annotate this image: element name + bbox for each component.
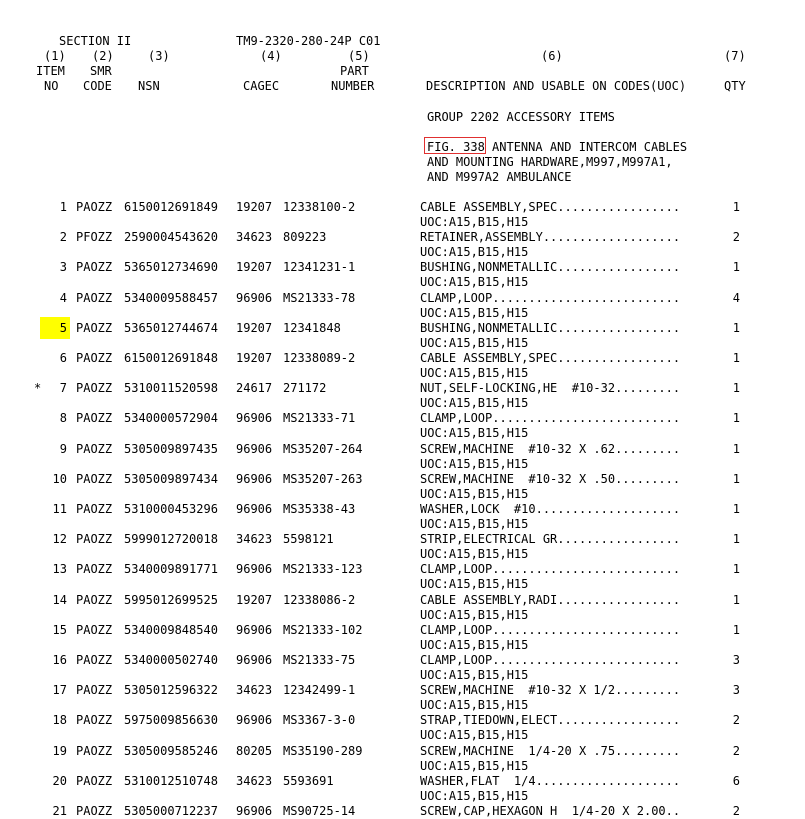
usable-on-codes: UOC:A15,B15,H15 [420,426,529,440]
cage-code: 96906 [236,502,273,516]
cage-code: 34623 [236,230,273,244]
nsn: 6150012691849 [124,200,218,214]
smr-code: PAOZZ [76,562,113,576]
cage-code: 96906 [236,291,273,305]
part-number-label: NUMBER [331,79,375,93]
nsn: 5305009897434 [124,472,218,486]
smr-code: PAOZZ [76,321,113,335]
item-number: 17 [52,683,67,697]
nsn: 5975009856630 [124,713,218,727]
part-number: 12338086-2 [283,593,356,607]
part-number: 12341231-1 [283,260,356,274]
description: CLAMP,LOOP.......................... [420,411,681,425]
quantity: 1 [732,502,740,516]
quantity: 1 [732,381,740,395]
part-number: MS21333-71 [283,411,356,425]
cage-code: 19207 [236,260,273,274]
usable-on-codes: UOC:A15,B15,H15 [420,245,529,259]
part-number: MS90725-14 [283,804,356,818]
item-label: ITEM [36,64,65,78]
description: CLAMP,LOOP.......................... [420,562,681,576]
cage-code: 96906 [236,623,273,637]
item-number: 2 [59,230,67,244]
col-num-4: (4) [260,49,282,63]
description: CABLE ASSEMBLY,SPEC................. [420,351,681,365]
nsn: 5305009585246 [124,744,218,758]
description: CABLE ASSEMBLY,SPEC................. [420,200,681,214]
item-number: 21 [52,804,67,818]
item-number: 6 [59,351,67,365]
smr-code: PAOZZ [76,774,113,788]
col-num-2: (2) [92,49,114,63]
part-number: MS21333-102 [283,623,363,637]
cage-code: 96906 [236,411,273,425]
smr-code: PAOZZ [76,472,113,486]
nsn: 5305009897435 [124,442,218,456]
cage-code: 96906 [236,653,273,667]
smr-code: PAOZZ [76,653,113,667]
quantity: 1 [732,532,740,546]
smr-code: PAOZZ [76,502,113,516]
cage-code: 19207 [236,593,273,607]
figure-caption-line-1 [427,140,687,155]
col-num-1: (1) [44,49,66,63]
usable-on-codes: UOC:A15,B15,H15 [420,577,529,591]
description-label: DESCRIPTION AND USABLE ON CODES(UOC) [426,79,687,93]
nsn: 5995012699525 [124,593,218,607]
description: STRIP,ELECTRICAL GR................. [420,532,681,546]
qty-label: QTY [724,79,746,93]
quantity: 4 [732,291,740,305]
item-number: 13 [52,562,67,576]
description: SCREW,MACHINE 1/4-20 X .75......... [420,744,681,758]
figure-caption-line-2: AND MOUNTING HARDWARE,M997,M997A1, [427,155,673,169]
cage-code: 34623 [236,683,273,697]
cage-code: 34623 [236,774,273,788]
description: SCREW,MACHINE #10-32 X 1/2......... [420,683,681,697]
part-number: MS35338-43 [283,502,356,516]
nsn: 2590004543620 [124,230,218,244]
quantity: 1 [732,442,740,456]
item-number: 18 [52,713,67,727]
row-marker: * [34,381,42,395]
figure-number: FIG. 338 [427,140,485,154]
section-label: SECTION II [59,34,132,48]
item-number: 4 [59,291,67,305]
nsn: 5340000572904 [124,411,218,425]
item-number: 19 [52,744,67,758]
item-number: 16 [52,653,67,667]
usable-on-codes: UOC:A15,B15,H15 [420,275,529,289]
usable-on-codes: UOC:A15,B15,H15 [420,608,529,622]
cage-code: 19207 [236,200,273,214]
col-num-7: (7) [724,49,746,63]
description: CLAMP,LOOP.......................... [420,653,681,667]
item-number: 1 [59,200,67,214]
part-number: 12338100-2 [283,200,356,214]
cage-code: 80205 [236,744,273,758]
quantity: 2 [732,713,740,727]
quantity: 2 [732,230,740,244]
description: SCREW,MACHINE #10-32 X .62......... [420,442,681,456]
item-number: 20 [52,774,67,788]
part-number: MS35190-289 [283,744,363,758]
part-number: 271172 [283,381,327,395]
description: BUSHING,NONMETALLIC................. [420,260,681,274]
smr-code: PAOZZ [76,351,113,365]
quantity: 1 [732,593,740,607]
nsn: 5305012596322 [124,683,218,697]
col-num-3: (3) [148,49,170,63]
item-number: 5 [59,321,67,335]
smr-code: PAOZZ [76,804,113,818]
quantity: 1 [732,472,740,486]
cage-code: 96906 [236,804,273,818]
quantity: 1 [732,623,740,637]
quantity: 1 [732,562,740,576]
item-number: 3 [59,260,67,274]
smr-code-label: CODE [83,79,112,93]
description: WASHER,LOCK #10.................... [420,502,681,516]
usable-on-codes: UOC:A15,B15,H15 [420,366,529,380]
description: NUT,SELF-LOCKING,HE #10-32......... [420,381,681,395]
description: SCREW,MACHINE #10-32 X .50......... [420,472,681,486]
item-number: 9 [59,442,67,456]
part-number: 12341848 [283,321,341,335]
smr-code: PAOZZ [76,744,113,758]
usable-on-codes: UOC:A15,B15,H15 [420,396,529,410]
quantity: 2 [732,804,740,818]
nsn: 5365012744674 [124,321,218,335]
smr-label: SMR [90,64,112,78]
cage-code: 34623 [236,532,273,546]
quantity: 1 [732,411,740,425]
quantity: 3 [732,653,740,667]
quantity: 1 [732,200,740,214]
quantity: 3 [732,683,740,697]
smr-code: PAOZZ [76,623,113,637]
nsn: 5340000502740 [124,653,218,667]
usable-on-codes: UOC:A15,B15,H15 [420,336,529,350]
smr-code: PAOZZ [76,442,113,456]
usable-on-codes: UOC:A15,B15,H15 [420,789,529,803]
smr-code: PAOZZ [76,260,113,274]
description: CLAMP,LOOP.......................... [420,623,681,637]
figure-title: ANTENNA AND INTERCOM CABLES [484,140,688,154]
usable-on-codes: UOC:A15,B15,H15 [420,487,529,501]
cage-code: 96906 [236,713,273,727]
smr-code: PAOZZ [76,713,113,727]
smr-code: PFOZZ [76,230,113,244]
part-number: MS35207-263 [283,472,363,486]
nsn: 5310011520598 [124,381,218,395]
smr-code: PAOZZ [76,200,113,214]
col-num-5: (5) [348,49,370,63]
part-label: PART [340,64,369,78]
item-number: 10 [52,472,67,486]
nsn-label: NSN [138,79,160,93]
nsn: 6150012691848 [124,351,218,365]
smr-code: PAOZZ [76,381,113,395]
quantity: 1 [732,351,740,365]
nsn: 5340009588457 [124,291,218,305]
smr-code: PAOZZ [76,291,113,305]
quantity: 2 [732,744,740,758]
tm-number: TM9-2320-280-24P C01 [236,34,381,48]
nsn: 5365012734690 [124,260,218,274]
usable-on-codes: UOC:A15,B15,H15 [420,698,529,712]
item-no-label: NO [44,79,59,93]
usable-on-codes: UOC:A15,B15,H15 [420,638,529,652]
item-number: 12 [52,532,67,546]
cagec-label: CAGEC [243,79,280,93]
nsn: 5305000712237 [124,804,218,818]
cage-code: 24617 [236,381,273,395]
nsn: 5310012510748 [124,774,218,788]
cage-code: 96906 [236,562,273,576]
description: STRAP,TIEDOWN,ELECT................. [420,713,681,727]
cage-code: 96906 [236,442,273,456]
part-number: MS21333-78 [283,291,356,305]
usable-on-codes: UOC:A15,B15,H15 [420,759,529,773]
quantity: 1 [732,321,740,335]
item-number: 14 [52,593,67,607]
nsn: 5999012720018 [124,532,218,546]
nsn: 5340009848540 [124,623,218,637]
usable-on-codes: UOC:A15,B15,H15 [420,547,529,561]
part-number: 12342499-1 [283,683,356,697]
usable-on-codes: UOC:A15,B15,H15 [420,668,529,682]
col-num-6: (6) [541,49,563,63]
cage-code: 19207 [236,351,273,365]
part-number: 12338089-2 [283,351,356,365]
description: BUSHING,NONMETALLIC................. [420,321,681,335]
smr-code: PAOZZ [76,411,113,425]
part-number: MS21333-123 [283,562,363,576]
part-number: MS35207-264 [283,442,363,456]
item-number: 15 [52,623,67,637]
part-number: 5593691 [283,774,334,788]
cage-code: 19207 [236,321,273,335]
description: CLAMP,LOOP.......................... [420,291,681,305]
smr-code: PAOZZ [76,593,113,607]
description: RETAINER,ASSEMBLY................... [420,230,681,244]
usable-on-codes: UOC:A15,B15,H15 [420,457,529,471]
usable-on-codes: UOC:A15,B15,H15 [420,728,529,742]
nsn: 5310000453296 [124,502,218,516]
usable-on-codes: UOC:A15,B15,H15 [420,517,529,531]
part-number: MS21333-75 [283,653,356,667]
figure-caption-line-3: AND M997A2 AMBULANCE [427,170,572,184]
smr-code: PAOZZ [76,683,113,697]
item-number: 7 [59,381,67,395]
cage-code: 96906 [236,472,273,486]
part-number: 809223 [283,230,327,244]
group-title: GROUP 2202 ACCESSORY ITEMS [427,110,615,124]
smr-code: PAOZZ [76,532,113,546]
description: CABLE ASSEMBLY,RADI................. [420,593,681,607]
nsn: 5340009891771 [124,562,218,576]
part-number: MS3367-3-0 [283,713,356,727]
description: WASHER,FLAT 1/4.................... [420,774,681,788]
description: SCREW,CAP,HEXAGON H 1/4-20 X 2.00.. [420,804,681,818]
quantity: 6 [732,774,740,788]
item-number: 11 [52,502,67,516]
item-number: 8 [59,411,67,425]
part-number: 5598121 [283,532,334,546]
quantity: 1 [732,260,740,274]
usable-on-codes: UOC:A15,B15,H15 [420,215,529,229]
usable-on-codes: UOC:A15,B15,H15 [420,306,529,320]
